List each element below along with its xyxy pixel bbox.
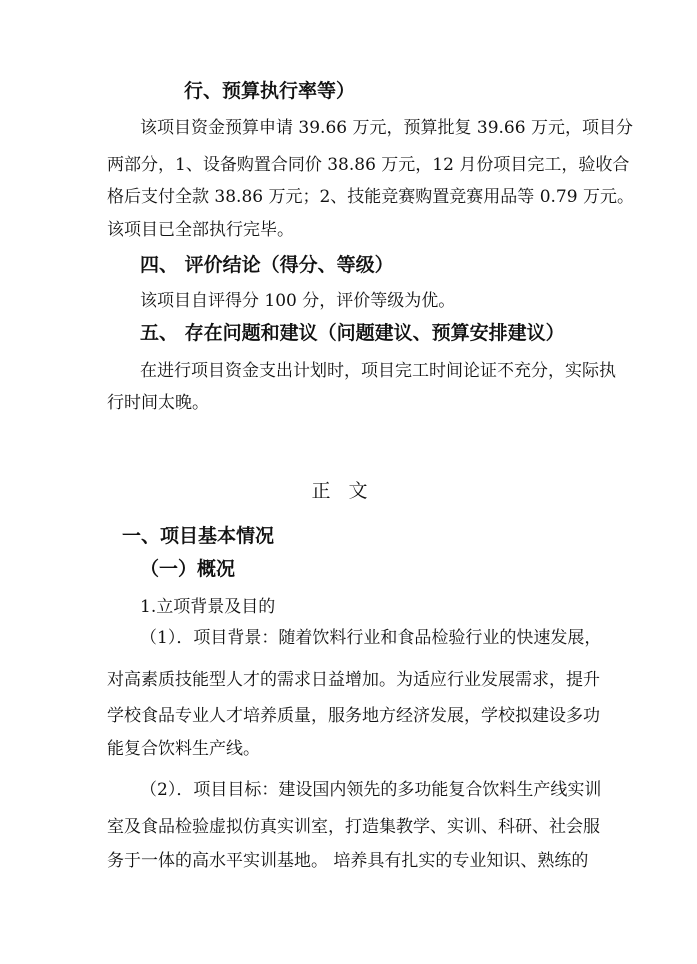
paragraph-line: 能复合饮料生产线。 [107, 739, 260, 759]
paragraph-line: 行时间太晚。 [107, 393, 209, 413]
paragraph-line: 在进行项目资金支出计划时，项目完工时间论证不充分，实际执 [140, 361, 616, 381]
paragraph-line: 室及食品检验虚拟仿真实训室，打造集教学、实训、科研、社会服 [107, 817, 600, 837]
paragraph-line: 务于一体的高水平实训基地。 培养具有扎实的专业知识、熟练的 [107, 851, 589, 871]
main-title: 正文 [311, 480, 386, 502]
section-heading-4: 四、 评价结论（得分、等级） [140, 254, 394, 276]
paragraph-line: 格后支付全款 38.86 万元；2、技能竞赛购置竞赛用品等 0.79 万元。 [107, 187, 634, 207]
section-heading-5: 五、 存在问题和建议（问题建议、预算安排建议） [140, 322, 565, 344]
paragraph-line: 学校食品专业人才培养质量，服务地方经济发展，学校拟建设多功 [107, 706, 600, 726]
paragraph-line: 该项目资金预算申请 39.66 万元，预算批复 39.66 万元，项目分 [140, 118, 633, 138]
heading-continuation: 行、预算执行率等） [184, 80, 356, 102]
paragraph-line: 对高素质技能型人才的需求日益增加。为适应行业发展需求，提升 [107, 670, 600, 690]
section-heading-1: 一、项目基本情况 [122, 525, 275, 547]
subsection-heading: （一）概况 [140, 558, 236, 580]
item-title: 1.立项背景及目的 [140, 597, 276, 617]
section-4-text: 该项目自评得分 100 分，评价等级为优。 [140, 291, 456, 311]
paragraph-line: （1）．项目背景：随着饮料行业和食品检验行业的快速发展， [140, 628, 602, 648]
paragraph-line: 该项目已全部执行完毕。 [107, 220, 294, 240]
paragraph-line: 两部分，1、设备购置合同价 38.86 万元，12 月份项目完工，验收合 [107, 155, 630, 175]
paragraph-line: （2）．项目目标：建设国内领先的多功能复合饮料生产线实训 [140, 780, 602, 800]
